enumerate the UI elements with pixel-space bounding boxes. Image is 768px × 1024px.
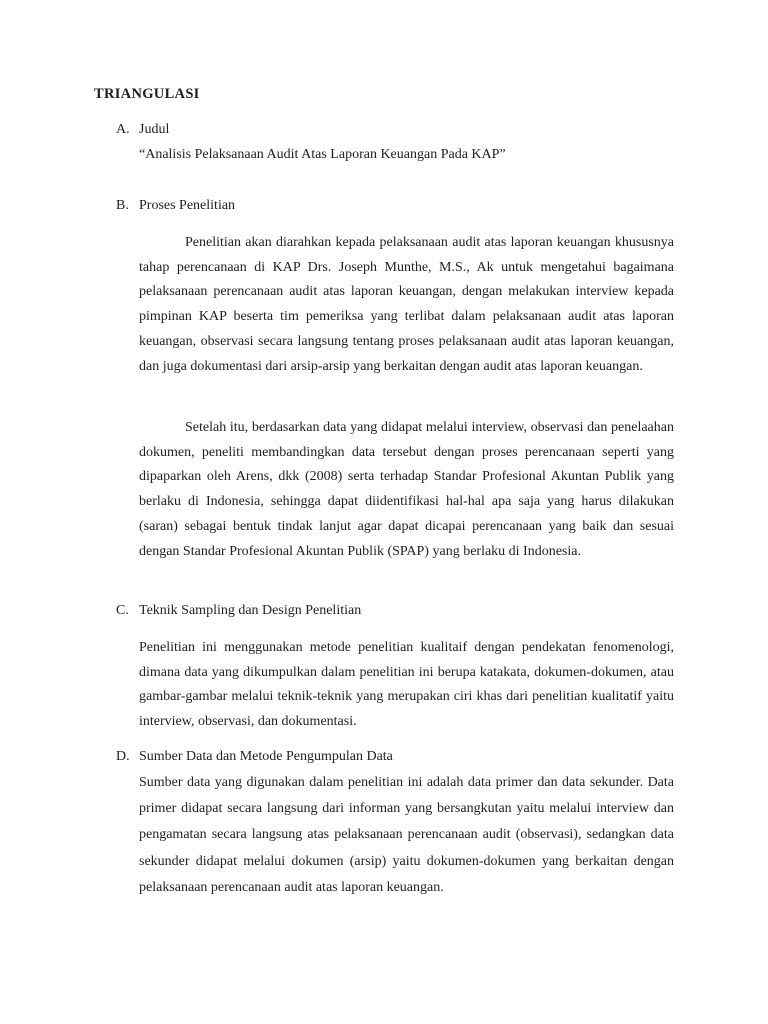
section-a-heading: Judul [139, 122, 170, 137]
section-b-letter: B. [116, 198, 129, 213]
document-title: TRIANGULASI [94, 86, 200, 102]
section-b-paragraph-2: Setelah itu, berdasarkan data yang didapat melalui interview, observasi dan penelaahan dokumen, peneliti membandingkan data tersebut dengan proses perencanaan seperti yang dipaparkan oleh Arens, dkk (2008) serta terhadap Standar Profesional Akuntan Publik yang berlaku di Indonesia, sehingga dapat diidentifikasi hal-hal apa saja yang harus dilakukan (saran) sebagai bentuk tindak lanjut agar dapat dicapai perencanaan yang baik dan sesuai dengan Standar Profesional Akuntan Publik (SPAP) yang berlaku di Indonesia. [139, 420, 674, 559]
section-b-heading: Proses Penelitian [139, 198, 236, 213]
section-c-letter: C. [116, 603, 129, 618]
section-b-paragraph-1: Penelitian akan diarahkan kepada pelaksanaan audit atas laporan keuangan khususnya tahap perencanaan di KAP Drs. Joseph Munthe, M.S., Ak untuk mengetahui bagaimana pelaksanaan perencanaan audit atas laporan keuangan, dengan melakukan interview kepada pimpinan KAP beserta tim pemeriksa yang terlibat dalam pelaksanaan audit atas laporan keuangan, observasi secara langsung tentang proses pelaksanaan audit atas laporan keuangan, dan juga dokumentasi dari arsip-arsip yang berkaitan dengan audit atas laporan keuangan. [139, 235, 674, 374]
section-c-paragraph-1: Penelitian ini menggunakan metode penelitian kualitaif dengan pendekatan fenomenologi, dimana data yang dikumpulkan dalam penelitian ini berupa katakata, dokumen-dokumen, atau gambar-gambar melalui teknik-teknik yang merupakan ciri khas dari penelitian kualitatif yaitu interview, observasi, dan dokumentasi. [139, 640, 674, 730]
section-d-paragraph-1: Sumber data yang digunakan dalam penelitian ini adalah data primer dan data sekunder. Data primer didapat secara langsung dari informan yang bersangkutan yaitu melalui interview dan pengamatan secara langsung atas pelaksanaan perencanaan audit (observasi), sedangkan data sekunder didapat melalui dokumen (arsip) yaitu dokumen-dokumen yang berkaitan dengan pelaksanaan perencanaan audit atas laporan keuangan. [139, 775, 674, 895]
section-c-heading: Teknik Sampling dan Design Penelitian [139, 603, 362, 618]
section-a-letter: A. [116, 122, 130, 137]
section-a-title-text: “Analisis Pelaksanaan Audit Atas Laporan Keuangan Pada KAP” [139, 147, 506, 162]
section-d-letter: D. [116, 749, 130, 764]
section-d-heading: Sumber Data dan Metode Pengumpulan Data [139, 749, 393, 764]
